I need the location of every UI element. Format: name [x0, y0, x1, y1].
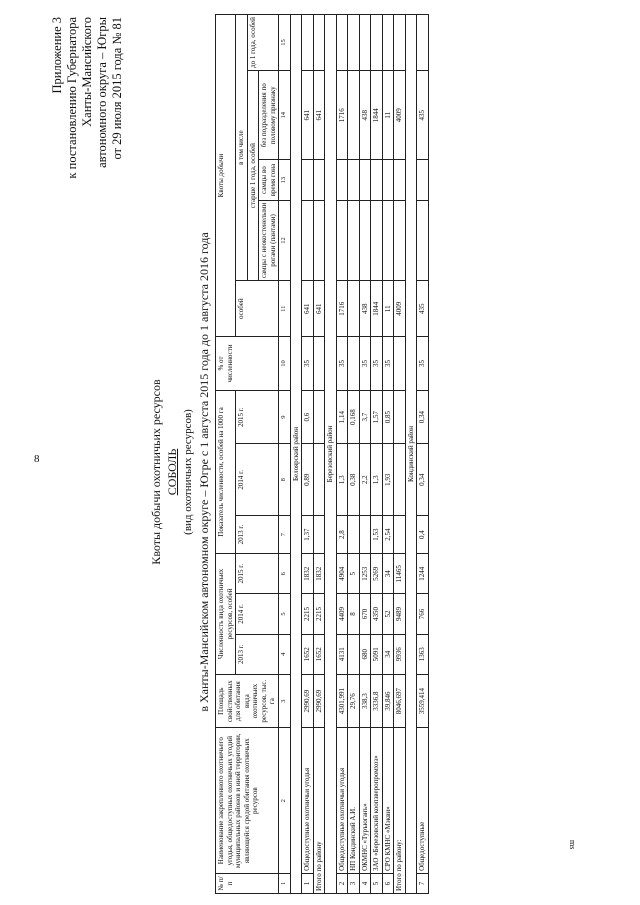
- appendix-line: Приложение 3: [50, 17, 64, 94]
- table-cell: 0,89: [302, 444, 314, 516]
- footnote-mark: ms: [568, 840, 577, 850]
- table-cell: 4904: [336, 554, 348, 594]
- table-cell: 4009: [394, 281, 406, 337]
- table-cell: Общедоступные охотничьи угодья: [336, 728, 348, 873]
- table-cell: [382, 15, 394, 71]
- table-cell: 2: [336, 873, 348, 893]
- table-cell: [313, 390, 325, 444]
- table-cell: 2215: [302, 594, 314, 634]
- table-cell: 766: [417, 594, 429, 634]
- column-number: 1: [279, 873, 291, 893]
- table-cell: [394, 516, 406, 554]
- table-cell: 438: [359, 71, 371, 160]
- table-cell: 435: [417, 281, 429, 337]
- table-cell: [394, 444, 406, 516]
- table-cell: 2,54: [382, 516, 394, 554]
- table-cell: 1716: [336, 71, 348, 160]
- header-cell: без подразделения по половому признаку: [259, 71, 279, 160]
- table-cell: Итого по району: [313, 728, 325, 894]
- table-cell: 4301,991: [336, 674, 348, 728]
- table-cell: 3336,8: [371, 674, 383, 728]
- table-cell: [302, 15, 314, 71]
- table-cell: 0,38: [348, 444, 360, 516]
- table-cell: [336, 160, 348, 200]
- table-cell: 1844: [371, 281, 383, 337]
- column-number: 14: [279, 71, 291, 160]
- table-cell: 641: [302, 281, 314, 337]
- table-cell: [348, 160, 360, 200]
- table-cell: 35: [382, 337, 394, 391]
- table-cell: 5269: [371, 554, 383, 594]
- table-row: [348, 15, 360, 894]
- table-row: [302, 15, 314, 894]
- header-cell: № п/п: [216, 873, 279, 893]
- table-cell: 34: [382, 634, 394, 674]
- table-cell: 1,14: [336, 390, 348, 444]
- table-cell: ОКМНС «Туръюганъ»: [359, 728, 371, 873]
- table-cell: 1832: [302, 554, 314, 594]
- district-row: [290, 15, 302, 894]
- table-cell: 680: [359, 634, 371, 674]
- header-cell: 2014 г.: [236, 444, 279, 516]
- header-cell: Показатель численности, особей на 1000 га: [216, 390, 236, 553]
- table-cell: [371, 200, 383, 281]
- appendix-line: автономного округа – Югры: [95, 17, 109, 168]
- header-cell: самцы во время гона: [259, 160, 279, 200]
- column-number: 9: [279, 390, 291, 444]
- table-cell: Белоярский район: [290, 15, 302, 894]
- table-cell: 5: [371, 873, 383, 893]
- district-total-row: [313, 15, 325, 894]
- table-cell: 3: [348, 873, 360, 893]
- header-cell: Наименование закрепленного охотничьего угодья, общедоступных охотничьих угодий муниципальных районов и иной территории, являющейся средой обитания охотничьих ресурсов: [216, 728, 279, 873]
- table-cell: [313, 444, 325, 516]
- table-cell: [382, 200, 394, 281]
- table-cell: Итого по району:: [394, 728, 406, 894]
- table-cell: 1652: [313, 634, 325, 674]
- region-line: в Ханты-Мансийском автономном округе – Югре с 1 августа 2015 года до 1 августа 2016 года: [197, 232, 211, 712]
- rotated-sheet: [40, 7, 600, 902]
- table-cell: [348, 15, 360, 71]
- table-cell: 52: [382, 594, 394, 634]
- table-cell: 4131: [336, 634, 348, 674]
- table-cell: 29,76: [348, 674, 360, 728]
- table-cell: 0,85: [382, 390, 394, 444]
- table-body: [290, 15, 428, 894]
- header-cell: самцы с неокостенелыми рогами (пантами): [259, 200, 279, 281]
- table-cell: 2215: [313, 594, 325, 634]
- table-cell: 1652: [302, 634, 314, 674]
- table-cell: 6: [382, 873, 394, 893]
- table-cell: [359, 15, 371, 71]
- table-cell: НП Кондинский А.И.: [348, 728, 360, 873]
- table-cell: Березовский район: [325, 15, 337, 894]
- table-row: [359, 15, 371, 894]
- table-cell: ЗАО «Березовский коопзверопромхоз»: [371, 728, 383, 873]
- table-cell: 3,7: [359, 390, 371, 444]
- table-cell: Общедоступные: [417, 728, 429, 873]
- table-cell: 5: [348, 554, 360, 594]
- header-cell: 2015 г.: [236, 554, 279, 594]
- table-cell: [382, 160, 394, 200]
- table-cell: 35: [359, 337, 371, 391]
- appendix-line: от 29 июля 2015 года № 81: [110, 17, 124, 160]
- table-cell: 1716: [336, 281, 348, 337]
- table-cell: [394, 160, 406, 200]
- column-number-row: [279, 15, 291, 894]
- table-cell: 670: [359, 594, 371, 634]
- column-number: 13: [279, 160, 291, 200]
- table-cell: [417, 15, 429, 71]
- table-cell: [336, 15, 348, 71]
- table-cell: 1: [302, 873, 314, 893]
- table-cell: [394, 337, 406, 391]
- table-cell: [348, 337, 360, 391]
- table-cell: 1832: [313, 554, 325, 594]
- table-cell: 438: [359, 281, 371, 337]
- table-cell: 4009: [394, 71, 406, 160]
- table-cell: 4350: [371, 594, 383, 634]
- table-cell: Кондинский район: [405, 15, 417, 894]
- district-total-row: [394, 15, 406, 894]
- table-cell: 0,168: [348, 390, 360, 444]
- document-title: Квоты добычи охотничьих ресурсов: [149, 379, 163, 565]
- table-cell: [348, 200, 360, 281]
- species-name: СОБОЛЬ: [165, 448, 179, 496]
- header-cell: Площадь свойственных для обитания вида охотничьих ресурсов, тыс. га: [216, 674, 279, 728]
- table-cell: 8046,697: [394, 674, 406, 728]
- header-cell: особей: [236, 281, 279, 337]
- table-cell: 1,57: [371, 390, 383, 444]
- header-cell: в том числе: [236, 15, 248, 281]
- table-row: [336, 15, 348, 894]
- column-number: 2: [279, 728, 291, 873]
- table-cell: 39,846: [382, 674, 394, 728]
- table-cell: 0,34: [417, 390, 429, 444]
- table-cell: [359, 200, 371, 281]
- table-cell: [313, 516, 325, 554]
- quota-table: [215, 14, 429, 894]
- header-cell: старше 1 года, особей: [247, 71, 259, 281]
- table-cell: СРО КМНС «Мэкви»: [382, 728, 394, 873]
- table-cell: [394, 390, 406, 444]
- table-cell: 1,53: [371, 516, 383, 554]
- header-cell: 2013 г.: [236, 516, 279, 554]
- table-cell: 35: [336, 337, 348, 391]
- table-row: [382, 15, 394, 894]
- table-cell: 2,2: [359, 444, 371, 516]
- table-cell: [394, 15, 406, 71]
- table-cell: 435: [417, 71, 429, 160]
- table-cell: 3559,414: [417, 674, 429, 728]
- table-cell: [348, 516, 360, 554]
- table-cell: 4409: [336, 594, 348, 634]
- table-row: [371, 15, 383, 894]
- table-cell: 9936: [394, 634, 406, 674]
- table-cell: 11465: [394, 554, 406, 594]
- table-cell: [348, 634, 360, 674]
- table-cell: 2990,69: [313, 674, 325, 728]
- table-cell: Общедоступные охотничьи угодья: [302, 728, 314, 873]
- table-cell: 2,8: [336, 516, 348, 554]
- header-cell: 2015 г.: [236, 390, 279, 444]
- table-cell: 1,37: [302, 516, 314, 554]
- table-cell: 0,6: [302, 390, 314, 444]
- table-cell: 35: [417, 337, 429, 391]
- table-cell: [302, 200, 314, 281]
- table-cell: 4: [359, 873, 371, 893]
- column-number: 10: [279, 337, 291, 391]
- table-cell: [371, 160, 383, 200]
- table-cell: 8: [348, 594, 360, 634]
- table-cell: [348, 71, 360, 160]
- table-cell: 1244: [417, 554, 429, 594]
- table-cell: 641: [302, 71, 314, 160]
- column-number: 6: [279, 554, 291, 594]
- table-cell: 35: [302, 337, 314, 391]
- table-cell: 1,93: [382, 444, 394, 516]
- table-cell: [394, 200, 406, 281]
- table-cell: 5091: [371, 634, 383, 674]
- district-row: [325, 15, 337, 894]
- table-cell: 7: [417, 873, 429, 893]
- table-cell: 1253: [359, 554, 371, 594]
- table-cell: 338,3: [359, 674, 371, 728]
- table-cell: [313, 337, 325, 391]
- table-cell: 1844: [371, 71, 383, 160]
- table-cell: 0,4: [417, 516, 429, 554]
- table-cell: 0,34: [417, 444, 429, 516]
- table-cell: [417, 160, 429, 200]
- table-cell: 641: [313, 71, 325, 160]
- table-cell: 641: [313, 281, 325, 337]
- column-number: 4: [279, 634, 291, 674]
- document-titles: [148, 222, 212, 722]
- table-cell: [313, 200, 325, 281]
- page-number: 8: [34, 453, 40, 465]
- column-number: 12: [279, 200, 291, 281]
- column-number: 11: [279, 281, 291, 337]
- table-cell: 2990,69: [302, 674, 314, 728]
- table-cell: [359, 160, 371, 200]
- table-row: [417, 15, 429, 894]
- table-cell: [313, 15, 325, 71]
- table-cell: 35: [371, 337, 383, 391]
- table-cell: [313, 160, 325, 200]
- species-note: (вид охотничьих ресурсов): [182, 409, 194, 535]
- column-number: 8: [279, 444, 291, 516]
- appendix-line: к постановлению Губернатора: [65, 17, 79, 179]
- table-cell: [302, 160, 314, 200]
- table-cell: [348, 281, 360, 337]
- table-cell: [417, 200, 429, 281]
- header-cell: Численность вида охотничьих ресурсов, особей: [216, 554, 236, 675]
- appendix-line: Ханты-Мансийского: [80, 17, 94, 127]
- header-cell: до 1 года, особей: [247, 15, 279, 71]
- table-cell: 9489: [394, 594, 406, 634]
- header-cell: % от численности: [216, 337, 279, 391]
- table-cell: [371, 15, 383, 71]
- appendix-header: [50, 17, 125, 307]
- column-number: 3: [279, 674, 291, 728]
- table-cell: [359, 516, 371, 554]
- table-cell: 1,3: [371, 444, 383, 516]
- table-cell: 34: [382, 554, 394, 594]
- table-cell: [336, 200, 348, 281]
- column-number: 5: [279, 594, 291, 634]
- table-cell: 1,3: [336, 444, 348, 516]
- district-row: [405, 15, 417, 894]
- column-number: 15: [279, 15, 291, 71]
- column-number: 7: [279, 516, 291, 554]
- table-cell: 11: [382, 71, 394, 160]
- header-cell: Квоты добычи: [216, 15, 236, 337]
- header-cell: 2014 г.: [236, 594, 279, 634]
- table-cell: 11: [382, 281, 394, 337]
- header-cell: 2013 г.: [236, 634, 279, 674]
- table-cell: 1363: [417, 634, 429, 674]
